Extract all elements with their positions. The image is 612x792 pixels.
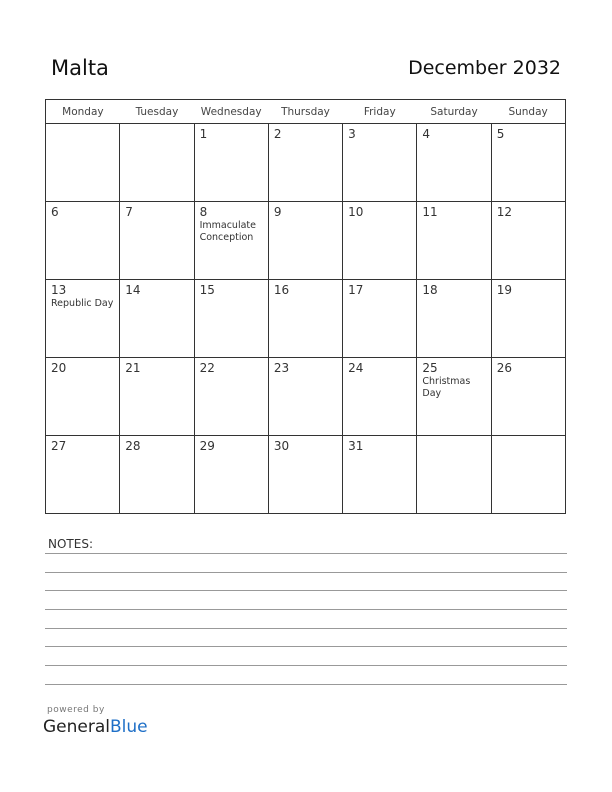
brand-part1: General bbox=[43, 717, 110, 737]
day-cell bbox=[491, 280, 565, 358]
week-row bbox=[46, 358, 566, 436]
weekday-header: Wednesday bbox=[194, 100, 268, 124]
day-number: 24 bbox=[348, 361, 364, 375]
weekday-header: Sunday bbox=[491, 100, 565, 124]
day-number: 26 bbox=[496, 361, 512, 375]
day-number: 17 bbox=[348, 283, 364, 297]
note-line bbox=[45, 665, 567, 666]
week-row bbox=[46, 202, 566, 280]
day-cell bbox=[491, 202, 565, 280]
weekday-header-row bbox=[46, 100, 566, 124]
day-number: 12 bbox=[496, 205, 512, 219]
note-line bbox=[45, 628, 567, 629]
day-cell bbox=[120, 202, 194, 280]
weekday-header: Friday bbox=[343, 100, 417, 124]
day-number: 15 bbox=[199, 283, 215, 297]
weekday-header: Tuesday bbox=[120, 100, 194, 124]
day-cell bbox=[268, 436, 342, 514]
weekday-header: Monday bbox=[46, 100, 120, 124]
day-cell bbox=[343, 124, 417, 202]
day-number: 30 bbox=[273, 439, 290, 453]
day-cell bbox=[120, 358, 194, 436]
notes-label: NOTES: bbox=[48, 537, 93, 551]
day-cell bbox=[491, 358, 565, 436]
day-cell bbox=[46, 436, 120, 514]
day-number: 4 bbox=[422, 127, 431, 141]
day-cell bbox=[343, 280, 417, 358]
day-cell bbox=[46, 280, 120, 358]
day-number: 11 bbox=[422, 205, 438, 219]
day-cell bbox=[491, 124, 565, 202]
day-cell bbox=[194, 358, 268, 436]
day-number: 20 bbox=[51, 361, 67, 375]
day-number: 23 bbox=[273, 361, 290, 375]
brand-part2: Blue bbox=[110, 717, 148, 737]
month-year-title: December 2032 bbox=[408, 57, 561, 79]
day-number: 14 bbox=[125, 283, 141, 297]
brand-logo bbox=[43, 717, 148, 737]
holiday-label: Republic Day bbox=[51, 298, 114, 309]
note-line bbox=[45, 590, 567, 591]
calendar-grid bbox=[45, 99, 566, 514]
day-number: 19 bbox=[496, 283, 512, 297]
day-number: 7 bbox=[125, 205, 133, 219]
day-cell bbox=[417, 436, 491, 514]
day-number: 22 bbox=[199, 361, 215, 375]
day-number: 8 bbox=[199, 205, 208, 219]
day-number: 13 bbox=[51, 283, 67, 297]
day-number: 10 bbox=[348, 205, 364, 219]
day-number: 18 bbox=[422, 283, 438, 297]
day-number: 28 bbox=[125, 439, 141, 453]
day-cell bbox=[268, 124, 342, 202]
day-number: 16 bbox=[273, 283, 290, 297]
day-cell bbox=[194, 436, 268, 514]
day-cell bbox=[343, 436, 417, 514]
day-cell bbox=[268, 202, 342, 280]
week-row bbox=[46, 436, 566, 514]
week-row bbox=[46, 280, 566, 358]
day-cell bbox=[417, 202, 491, 280]
day-number: 9 bbox=[273, 205, 282, 219]
day-cell bbox=[343, 358, 417, 436]
day-number: 29 bbox=[199, 439, 215, 453]
holiday-label: Immaculate Conception bbox=[199, 220, 256, 243]
holiday-label: Christmas Day bbox=[422, 376, 471, 399]
day-number: 27 bbox=[51, 439, 67, 453]
powered-by-text: powered by bbox=[47, 705, 105, 715]
day-cell bbox=[343, 202, 417, 280]
day-cell bbox=[46, 358, 120, 436]
note-line bbox=[45, 553, 567, 554]
day-number: 6 bbox=[51, 205, 59, 219]
day-number: 31 bbox=[348, 439, 364, 453]
day-cell bbox=[46, 124, 120, 202]
day-number: 3 bbox=[348, 127, 356, 141]
day-cell bbox=[120, 124, 194, 202]
day-number: 25 bbox=[422, 361, 438, 375]
day-cell bbox=[491, 436, 565, 514]
day-cell bbox=[120, 436, 194, 514]
day-cell bbox=[46, 202, 120, 280]
day-cell bbox=[417, 358, 491, 436]
day-cell bbox=[417, 280, 491, 358]
note-line bbox=[45, 684, 567, 685]
day-cell bbox=[268, 358, 342, 436]
weekday-header: Saturday bbox=[417, 100, 491, 124]
note-line bbox=[45, 572, 567, 573]
weekday-header: Thursday bbox=[268, 100, 342, 124]
day-cell bbox=[417, 124, 491, 202]
day-number: 2 bbox=[273, 127, 282, 141]
note-line bbox=[45, 646, 567, 647]
country-title: Malta bbox=[51, 56, 109, 80]
day-cell bbox=[194, 124, 268, 202]
day-number: 21 bbox=[125, 361, 141, 375]
note-line bbox=[45, 609, 567, 610]
day-cell bbox=[194, 280, 268, 358]
week-row bbox=[46, 124, 566, 202]
day-number: 1 bbox=[199, 127, 208, 141]
day-number: 5 bbox=[496, 127, 505, 141]
day-cell bbox=[268, 280, 342, 358]
day-cell bbox=[194, 202, 268, 280]
day-cell bbox=[120, 280, 194, 358]
